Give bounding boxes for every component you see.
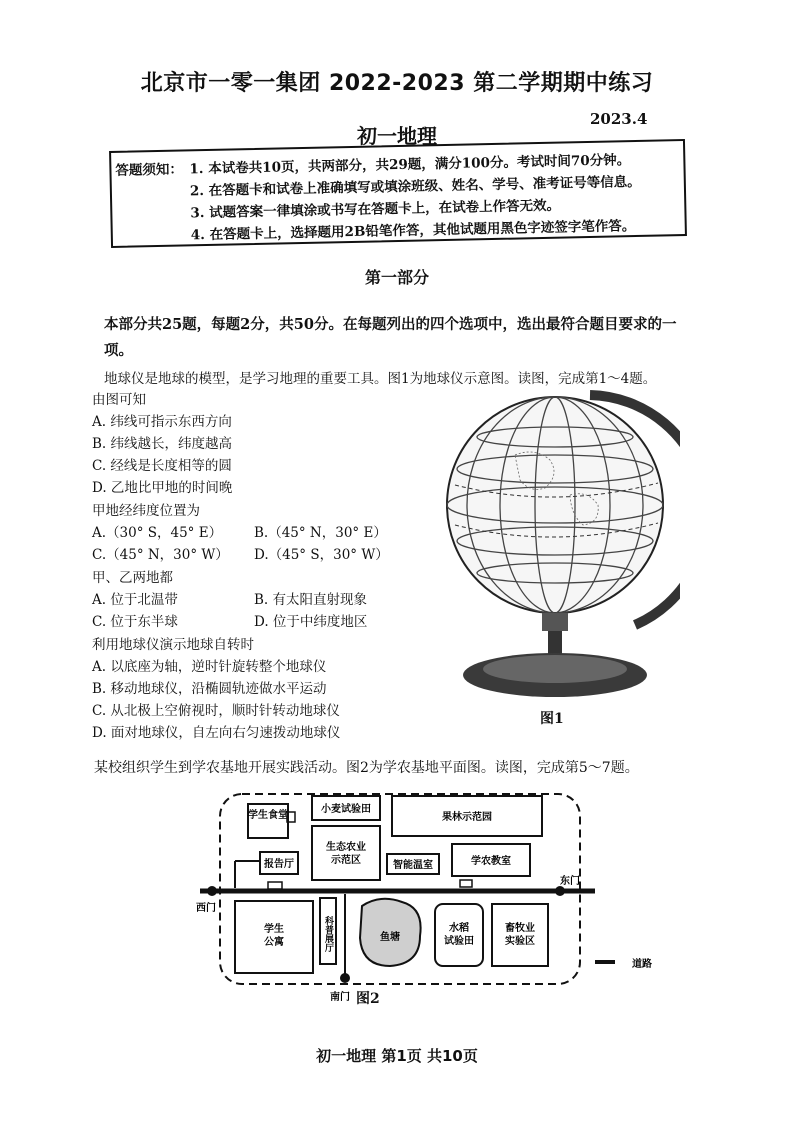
south-gate-marker bbox=[340, 973, 350, 983]
exam-date: 2023.4 bbox=[590, 110, 648, 128]
figure1-caption: 图1 bbox=[540, 711, 564, 727]
rice-field-label: 水稻 bbox=[449, 923, 469, 934]
notice-item: 2. 在答题卡和试卷上准确填写或填涂班级、姓名、学号、准考证号等信息。 bbox=[189, 173, 641, 200]
option: D. 面对地球仪，自左向右匀速拨动地球仪 bbox=[92, 725, 341, 741]
livestock-area bbox=[492, 904, 548, 966]
notice-item: 4. 在答题卡上，选择题用2B铅笔作答，其他试题用黑色字迹签字笔作答。 bbox=[190, 218, 636, 244]
option: A. 以底座为轴，逆时针旋转整个地球仪 bbox=[92, 659, 327, 675]
livestock-area-label: 畜牧业 bbox=[505, 923, 535, 934]
option: B. 纬线越长，纬度越高 bbox=[92, 436, 233, 452]
page-title: 北京市一零一集团 2022-2023 第二学期期中练习 bbox=[140, 71, 654, 96]
globe-sphere bbox=[447, 397, 663, 613]
globe-figure bbox=[430, 385, 680, 715]
option: D.（45° S，30° W） bbox=[254, 547, 389, 563]
fish-pond-label: 鱼塘 bbox=[380, 932, 400, 943]
orchard-label: 果林示范园 bbox=[442, 812, 492, 823]
question-stem: 甲地经纬度位置为 bbox=[92, 503, 200, 519]
west-gate-label: 西门 bbox=[196, 903, 216, 914]
option: C.（45° N，30° W） bbox=[92, 547, 229, 563]
option: C. 经线是长度相等的圆 bbox=[92, 458, 232, 474]
smart-greenhouse-label: 智能温室 bbox=[393, 860, 433, 871]
option: B. 移动地球仪，沿椭圆轨迹做水平运动 bbox=[92, 681, 327, 697]
legend-road-label: 道路 bbox=[632, 959, 652, 970]
student-dorm-label: 学生 bbox=[264, 924, 284, 935]
question-stem: 利用地球仪演示地球自转时 bbox=[92, 637, 254, 653]
rice-field bbox=[435, 904, 483, 966]
option: D. 位于中纬度地区 bbox=[254, 614, 368, 630]
subject-title: 初一地理 bbox=[357, 124, 437, 148]
eco-farm-label: 示范区 bbox=[331, 855, 361, 866]
option: D. 乙地比甲地的时间晚 bbox=[92, 480, 233, 496]
option: C. 位于东半球 bbox=[92, 614, 178, 630]
student-dorm-label: 公寓 bbox=[264, 937, 284, 948]
page-footer: 初一地理 第1页 共10页 bbox=[316, 1047, 478, 1065]
notice-label: 答题须知： bbox=[115, 161, 184, 179]
question-stem: 由图可知 bbox=[92, 392, 146, 408]
notice-item: 1. 本试卷共10页，共两部分，共29题，满分100分。考试时间70分钟。 bbox=[189, 152, 631, 178]
east-gate-marker bbox=[555, 886, 565, 896]
group2-stem: 某校组织学生到学农基地开展实践活动。图2为学农基地平面图。读图，完成第5～7题。 bbox=[94, 760, 639, 776]
west-gate-marker bbox=[207, 886, 217, 896]
east-gate-label: 东门 bbox=[560, 876, 580, 887]
section-title: 第一部分 bbox=[364, 268, 429, 287]
group1-stem: 地球仪是地球的模型，是学习地理的重要工具。图1为地球仪示意图。读图，完成第1～4题。 bbox=[104, 371, 657, 387]
wheat-field-label: 小麦试验田 bbox=[321, 804, 371, 815]
option: A. 纬线可指示东西方向 bbox=[92, 414, 232, 430]
figure2-caption: 图2 bbox=[356, 991, 380, 1007]
option: B. 有太阳直射现象 bbox=[254, 592, 368, 608]
livestock-area-label: 实验区 bbox=[505, 936, 535, 947]
report-hall-label: 报告厅 bbox=[264, 859, 294, 870]
notice-item: 3. 试题答案一律填涂或书写在答题卡上，在试卷上作答无效。 bbox=[190, 197, 561, 222]
option: B.（45° N，30° E） bbox=[254, 525, 387, 541]
question-stem: 甲、乙两地都 bbox=[92, 570, 173, 586]
section-intro: 本部分共25题，每题2分，共50分。在每题列出的四个选项中，选出最符合题目要求的一项。 bbox=[104, 316, 677, 359]
rice-field-label: 试验田 bbox=[444, 936, 474, 947]
classroom-label: 学农教室 bbox=[471, 856, 511, 867]
student-canteen-label: 学生食堂 bbox=[248, 810, 288, 821]
south-gate-label: 南门 bbox=[330, 992, 350, 1003]
eco-farm-label: 生态农业 bbox=[326, 842, 366, 853]
notice-box bbox=[109, 139, 687, 248]
option: C. 从北极上空俯视时，顺时针转动地球仪 bbox=[92, 703, 340, 719]
science-hall-label: 科普展厅 bbox=[323, 916, 333, 952]
option: A.（30° S，45° E） bbox=[92, 525, 223, 541]
farm-map bbox=[190, 786, 690, 1006]
globe-neck bbox=[542, 613, 568, 631]
option: A. 位于北温带 bbox=[92, 592, 178, 608]
eco-farm bbox=[312, 826, 380, 880]
